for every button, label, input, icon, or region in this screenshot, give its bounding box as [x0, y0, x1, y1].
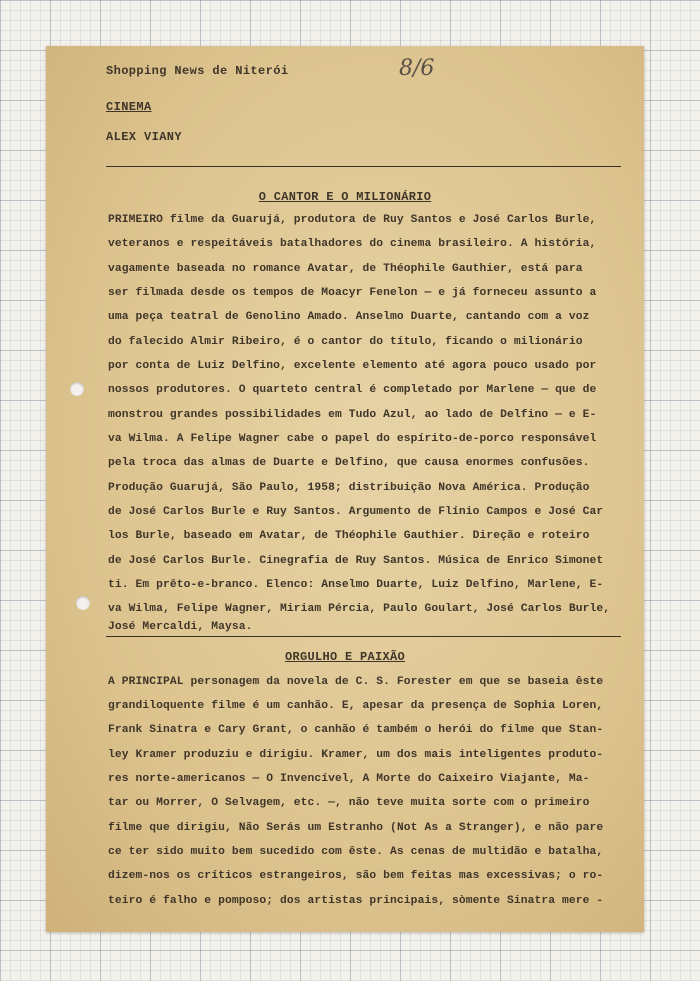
review-title-1: O CANTOR E O MILIONÁRIO: [258, 190, 432, 204]
text-line: dizem-nos os críticos estrangeiros, são bem feitas mas excessivas; o ro-: [108, 870, 604, 882]
punch-hole-top: [70, 382, 84, 396]
text-line: monstrou grandes possibilidades em Tudo Azul, ao lado de Delfino — e E-: [108, 409, 597, 421]
section-label: CINEMA: [106, 100, 152, 114]
typed-document-page: [46, 46, 644, 932]
text-line: va Wilma, Felipe Wagner, Miriam Pércia, Paulo Goulart, José Carlos Burle,: [108, 603, 611, 615]
text-line: de José Carlos Burle e Ruy Santos. Argumento de Flínio Campos e José Car: [108, 506, 604, 518]
author-name: ALEX VIANY: [106, 130, 183, 144]
text-line: Frank Sinatra e Cary Grant, o canhão é também o herói do filme que Stan-: [108, 724, 604, 736]
review-title-2: ORGULHO E PAIXÃO: [284, 650, 406, 664]
text-line: los Burle, baseado em Avatar, de Théophile Gauthier. Direção e roteiro: [108, 530, 590, 542]
text-line: nossos produtores. O quarteto central é completado por Marlene — que de: [108, 384, 597, 396]
text-line: va Wilma. A Felipe Wagner cabe o papel do espírito-de-porco responsável: [108, 433, 597, 445]
text-line: pela troca das almas de Duarte e Delfino, que causa enormes confusões.: [108, 457, 590, 469]
text-line: do falecido Almir Ribeiro, é o cantor do título, ficando o milionário: [108, 336, 583, 348]
punch-hole-bottom: [76, 596, 90, 610]
text-line: ce ter sido muito bem sucedido com êste. As cenas de multidão e batalha,: [108, 846, 604, 858]
text-line: Produção Guarujá, São Paulo, 1958; distribuição Nova América. Produção: [108, 482, 590, 494]
handwritten-note: 8/6: [399, 56, 435, 81]
text-line: PRIMEIRO filme da Guarujá, produtora de Ruy Santos e José Carlos Burle,: [108, 214, 597, 226]
text-line: ser filmada desde os tempos de Moacyr Fenelon — e já forneceu assunto a: [108, 287, 597, 299]
text-line: uma peça teatral de Genolino Amado. Anselmo Duarte, cantando com a voz: [108, 311, 590, 323]
publication-name: Shopping News de Niterói: [106, 64, 289, 78]
divider-top: [106, 166, 621, 167]
text-line: res norte-americanos — O Invencível, A Morte do Caixeiro Viajante, Ma-: [108, 773, 590, 785]
text-line: ti. Em prêto-e-branco. Elenco: Anselmo Duarte, Luiz Delfino, Marlene, E-: [108, 579, 604, 591]
text-line: veteranos e respeitáveis batalhadores do cinema brasileiro. A história,: [108, 238, 597, 250]
text-line: por conta de Luiz Delfino, excelente elemento até agora pouco usado por: [108, 360, 597, 372]
text-line: José Mercaldi, Maysa.: [108, 621, 253, 633]
text-line: de José Carlos Burle. Cinegrafia de Ruy Santos. Música de Enrico Simonet: [108, 555, 604, 567]
text-line: ley Kramer produziu e dirigiu. Kramer, um dos mais inteligentes produto-: [108, 749, 604, 761]
divider-middle: [106, 636, 621, 637]
text-line: vagamente baseada no romance Avatar, de Théophile Gauthier, está para: [108, 263, 583, 275]
text-line: teiro é falho e pomposo; dos artistas principais, sòmente Sinatra mere -: [108, 895, 604, 907]
text-line: filme que dirigiu, Não Serás um Estranho (Not As a Stranger), e não pare: [108, 822, 604, 834]
text-line: tar ou Morrer, O Selvagem, etc. —, não teve muita sorte com o primeiro: [108, 797, 590, 809]
text-line: grandiloquente filme é um canhão. E, apesar da presença de Sophia Loren,: [108, 700, 604, 712]
text-line: A PRINCIPAL personagem da novela de C. S. Forester em que se baseia êste: [108, 676, 604, 688]
